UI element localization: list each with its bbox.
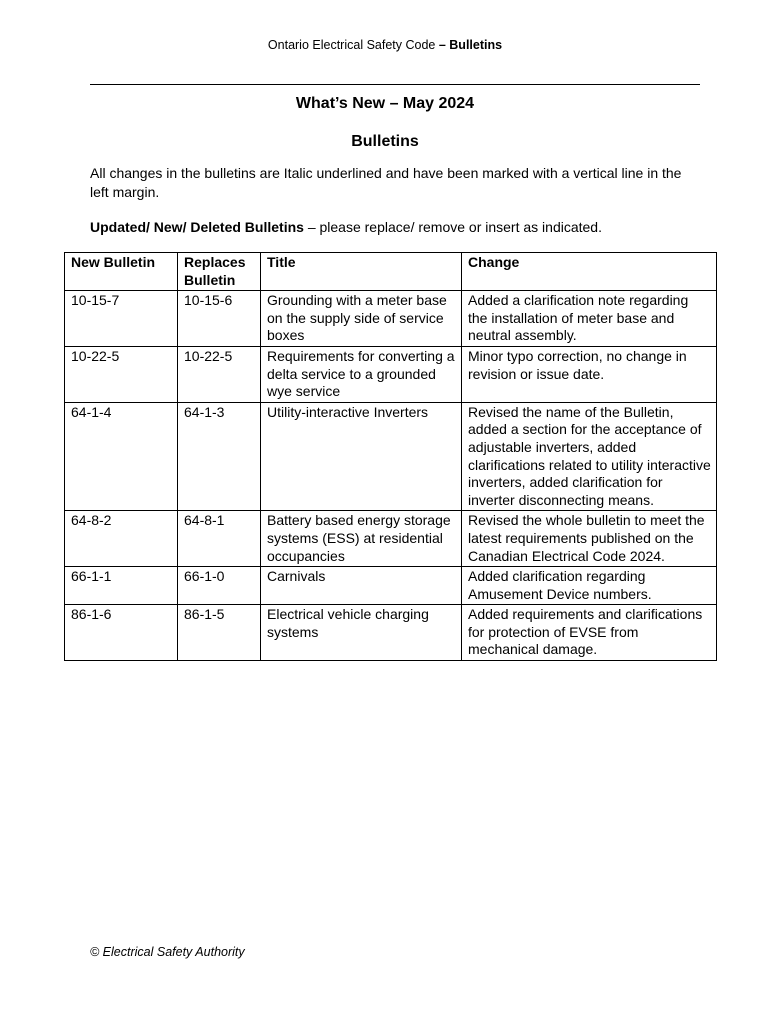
column-header-replaces-bulletin: Replaces Bulletin bbox=[178, 253, 261, 291]
page-header bbox=[0, 38, 770, 52]
updated-note-label: Updated/ New/ Deleted Bulletins bbox=[90, 219, 304, 235]
cell-replaces-bulletin: 86-1-5 bbox=[178, 605, 261, 661]
cell-replaces-bulletin: 64-1-3 bbox=[178, 402, 261, 511]
cell-replaces-bulletin: 10-22-5 bbox=[178, 346, 261, 402]
cell-replaces-bulletin: 10-15-6 bbox=[178, 291, 261, 347]
cell-title: Requirements for converting a delta service to a grounded wye service bbox=[261, 346, 462, 402]
cell-change: Minor typo correction, no change in revision or issue date. bbox=[462, 346, 717, 402]
cell-new-bulletin: 10-15-7 bbox=[65, 291, 178, 347]
cell-title: Carnivals bbox=[261, 567, 462, 605]
column-header-title: Title bbox=[261, 253, 462, 291]
cell-title: Grounding with a meter base on the supply side of service boxes bbox=[261, 291, 462, 347]
page-title: What’s New – May 2024 bbox=[295, 95, 475, 112]
table-row bbox=[65, 346, 717, 402]
table-row bbox=[65, 511, 717, 567]
cell-new-bulletin: 66-1-1 bbox=[65, 567, 178, 605]
cell-new-bulletin: 10-22-5 bbox=[65, 346, 178, 402]
cell-replaces-bulletin: 64-8-1 bbox=[178, 511, 261, 567]
cell-title: Utility-interactive Inverters bbox=[261, 402, 462, 511]
cell-replaces-bulletin: 66-1-0 bbox=[178, 567, 261, 605]
header-divider bbox=[90, 84, 700, 85]
column-header-change: Change bbox=[462, 253, 717, 291]
cell-change: Added clarification regarding Amusement Device numbers. bbox=[462, 567, 717, 605]
intro-paragraph: All changes in the bulletins are Italic underlined and have been marked with a vertical line in the left margin. bbox=[90, 165, 682, 200]
cell-change: Revised the name of the Bulletin, added a section for the acceptance of adjustable inverters, added clarifications related to utility interactive inverters, added clarification for inverter disconnecting means. bbox=[462, 402, 717, 511]
column-header-new-bulletin: New Bulletin bbox=[65, 253, 178, 291]
table-header-row bbox=[65, 253, 717, 291]
cell-new-bulletin: 64-8-2 bbox=[65, 511, 178, 567]
cell-new-bulletin: 86-1-6 bbox=[65, 605, 178, 661]
updated-note bbox=[90, 218, 710, 237]
table-row bbox=[65, 291, 717, 347]
cell-change: Added requirements and clarifications for protection of EVSE from mechanical damage. bbox=[462, 605, 717, 661]
bulletins-table bbox=[64, 252, 717, 661]
cell-new-bulletin: 64-1-4 bbox=[65, 402, 178, 511]
page-subtitle: Bulletins bbox=[351, 133, 419, 150]
table-row bbox=[65, 605, 717, 661]
table-row bbox=[65, 567, 717, 605]
updated-note-text: – please replace/ remove or insert as indicated. bbox=[303, 219, 602, 235]
header-text: Ontario Electrical Safety Code bbox=[267, 38, 436, 52]
cell-change: Added a clarification note regarding the installation of meter base and neutral assembly. bbox=[462, 291, 717, 347]
table-row bbox=[65, 402, 717, 511]
cell-title: Electrical vehicle charging systems bbox=[261, 605, 462, 661]
footer-copyright: © Electrical Safety Authority bbox=[90, 945, 245, 959]
header-bold-suffix: – Bulletins bbox=[438, 38, 503, 52]
cell-change: Revised the whole bulletin to meet the latest requirements published on the Canadian Electrical Code 2024. bbox=[462, 511, 717, 567]
cell-title: Battery based energy storage systems (ESS) at residential occupancies bbox=[261, 511, 462, 567]
